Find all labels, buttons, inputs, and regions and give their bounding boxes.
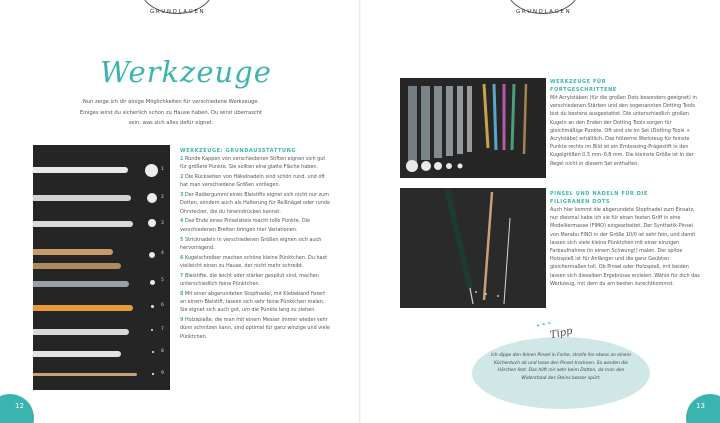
crochet-hook-tool (33, 195, 131, 201)
list-item: 3 Der Radiergummi eines Bleistifts eignet sich nicht nur zum Dotten, sondern auch als Halterung für Reißnägel oder runde Ohrstecker, die du hineindrücken kannst. (180, 192, 330, 215)
photo-number: 9 (161, 371, 164, 376)
list-item: 1 Runde Kappen von verschiedenen Stiften eignen sich gut für größere Punkte. Sie sollten eine glatte Fläche haben. (180, 156, 326, 171)
section-text: Mit Acrylstäben (für die großen Dots besonders geeignet) in verschiedenen Stärken und den sogenannten Dotting Tools bist du bestens ausgestattet. Die unterschiedlich großen Kugeln an den Enden der Dotting Tools sorgen für gleichmäßige Punkte. Oft sind sie im Set (Dotting Tools + Acrylstäbe) erhältlich. Das hölzerne Werkzeug für feinste Punkte rechts im Bild ist ein Embossing-Prägestift in den Kugelgrößen 0,5 mm–0,8 mm. Die kleinste Größe ist in der Regel nicht in diesem Set enthalten. (550, 95, 697, 167)
tools-photo (33, 145, 170, 390)
knitting-needle-tool (33, 281, 129, 287)
brushes-needles-photo (400, 188, 546, 308)
dotting-tools-photo (400, 78, 546, 178)
section-heading: PINSEL UND NADELN FÜR DIE FILIGRANEN DOTS (550, 191, 649, 205)
tools-list (180, 147, 330, 342)
brushes-needles-section (550, 190, 700, 288)
photo-number: 6 (161, 303, 164, 308)
section-heading: WERKZEUGE: GRUNDAUSSTATTUNG (180, 148, 297, 154)
pencil-tool (33, 329, 129, 335)
list-item: 6 Kugelschreiber machen schöne kleine Pünktchen. Du hast vielleicht einen zu Hause, der nicht mehr schreibt. (180, 254, 328, 269)
list-item: 5 Stricknadeln in verschiedenen Größen eignen sich auch hervorragend. (180, 236, 322, 251)
brush-needle-skewer-image (400, 188, 546, 308)
photo-number: 5 (161, 278, 164, 283)
photo-number: 2 (161, 195, 164, 200)
page-number: 12 (15, 402, 24, 410)
tip-text: Ich dippe den feinen Pinsel in Farbe, streife ihn etwas an einem Küchentuch ab und lasse den Pinsel trocknen. So werden die Härchen fest. Das hilft mir sehr beim Dotten, da man den Widerstand des Steins besser spürt. (491, 353, 631, 381)
list-item: 9 Holzspieße, die man mit einem Messer immer wieder sehr dünn schnitzen kann, sind optimal für ganz winzige und viele Pünktchen. (180, 317, 330, 340)
chapter-label: GRUNDLAGEN (516, 9, 572, 15)
sample-dot (152, 351, 154, 353)
photo-number: 4 (161, 251, 164, 256)
pencil-eraser-tool (33, 221, 133, 227)
sample-dot (149, 252, 155, 258)
chapter-label: GRUNDLAGEN (150, 9, 206, 15)
list-item: 4 Das Ende eines Pinselstiels macht tolle Punkte. Die verschiedenen Breiten bringen hier Variationen. (180, 218, 311, 233)
photo-number: 7 (161, 327, 164, 332)
sample-dot (151, 305, 154, 308)
wooden-skewer-tool (33, 373, 137, 376)
list-item: 7 Bleistifte, die leicht oder stärker gespitzt sind, machen unterschiedlich feine Pünktchen. (180, 272, 319, 287)
list-item: 8 Mit einer abgerundeten Stopfnadel, mit Klebeband fixiert an einem Bleistift, lassen sich sehr feine Pünktchen malen. Sie eignet sich auch gut, um die Punkte lang zu ziehen. (180, 290, 326, 314)
section-heading: WERKZEUGE FÜR FORTGESCHRITTENE (550, 79, 617, 93)
intro-text: Nun zeige ich dir einige Möglichkeiten für verschiedene Werkzeuge. Einiges wirst du sicherlich schon zu Hause haben. Du wirst überrascht sein, was sich alles dafür eignet. (79, 99, 263, 127)
sample-dot (148, 219, 156, 227)
darning-needle-tool (33, 351, 121, 357)
pen-cap-tool (33, 167, 128, 173)
section-text: Auch hier kommt die abgerundete Stopfnadel zum Einsatz, nur diesmal habe ich sie für einen festen Griff in eine Modelliermasse (FIMO) eingearbeitet. Der Synthetik-Pinsel von Marabu FINO in der Größe 10/0 ist sehr fein, und damit lassen sich viele kleine Pünktchen mit einer einzigen Farbaufnahme (in einem Schwung!) malen. Der spitze Holzspieß ist für Anfänger und die ganz Geübten gleichermaßen toll. Ob Pinsel oder Holzspieß, mit beiden lassen sich dieselben Ergebnisse erzielen. Wähle für dich das Werkzeug, mit dem du am besten zurechtkommst. (550, 207, 700, 287)
sample-dot (145, 164, 158, 177)
page-title: Werkzeuge (100, 55, 272, 89)
photo-number: 1 (161, 167, 164, 172)
photo-number: 8 (161, 349, 164, 354)
ballpoint-pen-tool (33, 305, 133, 311)
sample-dot (150, 280, 155, 285)
brush-handle-tool (33, 249, 113, 255)
list-item: 2 Die Rückseiten von Häkelnadeln sind schön rund, und oft hat man verschiedene Größen vorliegen. (180, 174, 325, 189)
right-page (360, 0, 720, 423)
acrylic-rods-and-dotting-tools-image (400, 78, 546, 178)
page-number: 13 (696, 402, 705, 410)
photo-number: 3 (161, 221, 164, 226)
tip-decoration: ✶ ✶ ✶ (535, 320, 553, 330)
sample-dot (151, 329, 153, 331)
sample-dot (147, 193, 157, 203)
tip-label: Tipp (549, 325, 574, 342)
advanced-tools-section (550, 78, 700, 168)
sample-dot (152, 373, 154, 375)
brush-handle-tool (33, 263, 121, 269)
